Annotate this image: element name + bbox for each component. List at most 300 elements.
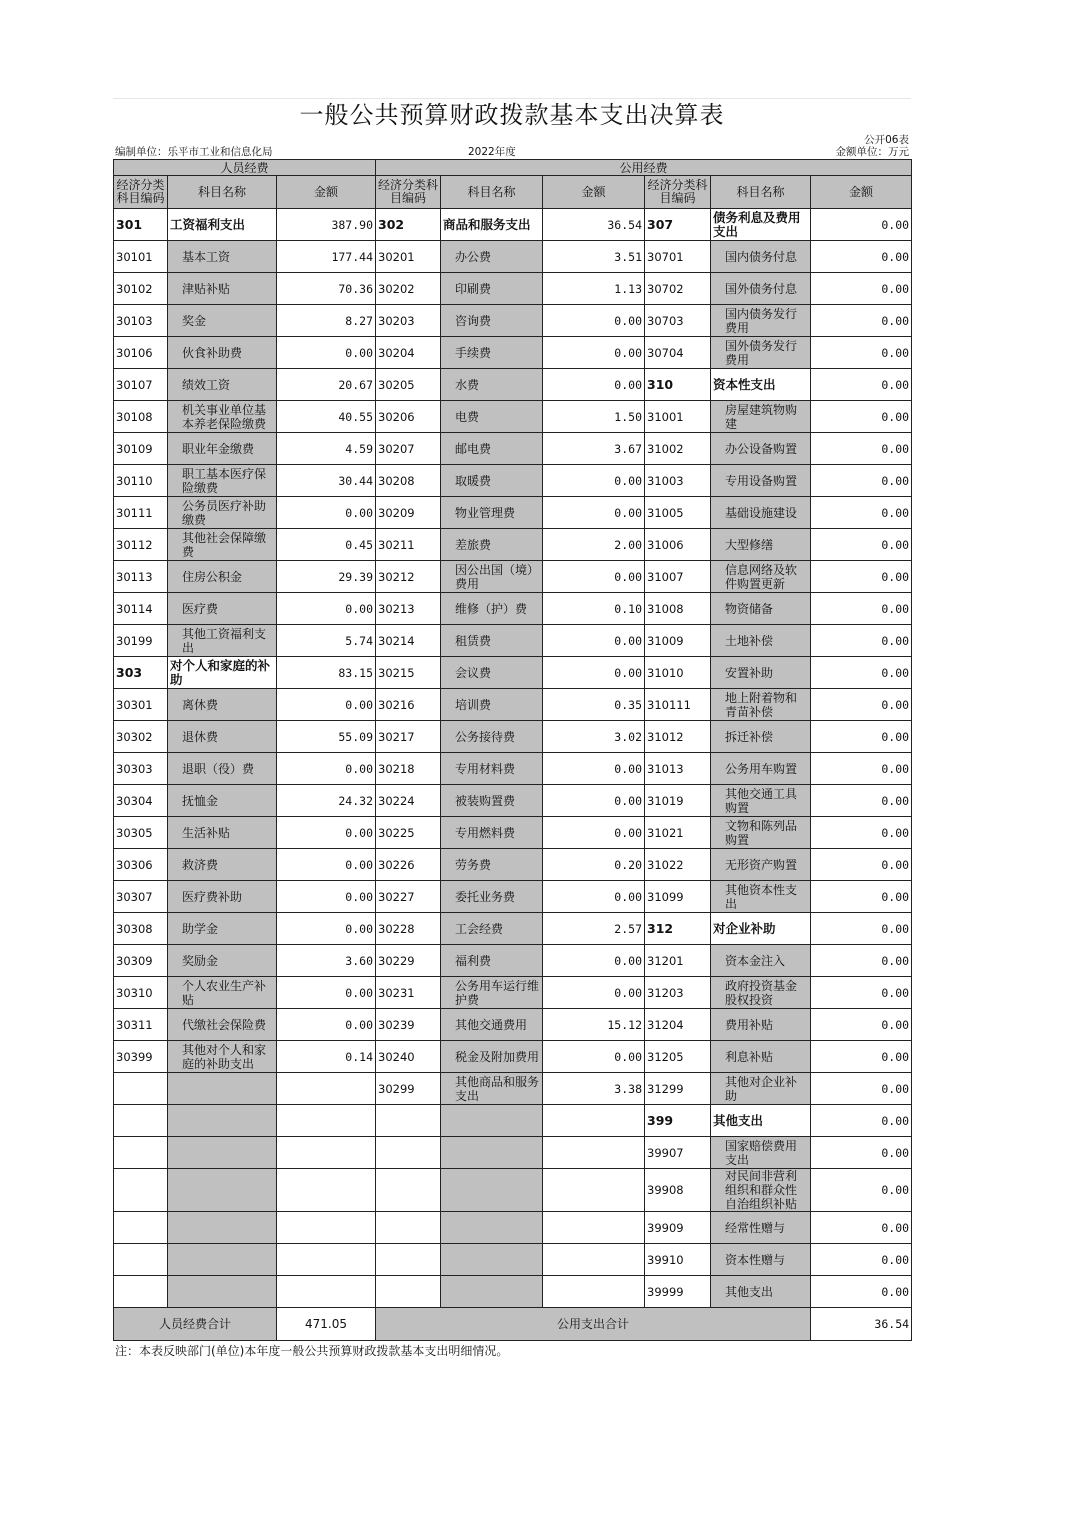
subject-name-cell: 安置补助 bbox=[711, 657, 811, 689]
subject-name-cell: 助学金 bbox=[168, 913, 277, 945]
amount-cell: 0.00 bbox=[811, 305, 912, 337]
subject-code-cell: 31007 bbox=[645, 561, 711, 593]
subject-name-cell: 基础设施建设 bbox=[711, 497, 811, 529]
table-row bbox=[114, 657, 912, 689]
subject-name-cell: 差旅费 bbox=[441, 529, 543, 561]
table-row bbox=[114, 1169, 912, 1212]
subject-code-cell: 30207 bbox=[376, 433, 441, 465]
subject-code-cell: 31019 bbox=[645, 785, 711, 817]
amount-cell: 0.00 bbox=[811, 497, 912, 529]
subject-code-cell: 31012 bbox=[645, 721, 711, 753]
amount-cell: 0.00 bbox=[811, 721, 912, 753]
subject-name-cell: 水费 bbox=[441, 369, 543, 401]
subject-name-cell: 债务利息及费用支出 bbox=[711, 209, 811, 241]
subject-code-cell: 30307 bbox=[114, 881, 168, 913]
subject-name-cell: 邮电费 bbox=[441, 433, 543, 465]
subject-code-cell: 30203 bbox=[376, 305, 441, 337]
amount-cell: 0.00 bbox=[543, 945, 645, 977]
subject-name-cell: 国家赔偿费用支出 bbox=[711, 1137, 811, 1169]
subject-name-cell bbox=[441, 1137, 543, 1169]
amount-cell: 1.50 bbox=[543, 401, 645, 433]
expenditure-table bbox=[113, 159, 912, 1341]
subject-code-cell: 30302 bbox=[114, 721, 168, 753]
header-amount: 金额 bbox=[811, 176, 912, 209]
amount-cell: 0.00 bbox=[811, 273, 912, 305]
amount-cell: 0.00 bbox=[811, 369, 912, 401]
subject-name-cell: 专用燃料费 bbox=[441, 817, 543, 849]
subject-code-cell: 39909 bbox=[645, 1212, 711, 1244]
subject-code-cell bbox=[114, 1212, 168, 1244]
subject-name-cell: 职业年金缴费 bbox=[168, 433, 277, 465]
subject-name-cell: 其他工资福利支出 bbox=[168, 625, 277, 657]
subject-code-cell: 31013 bbox=[645, 753, 711, 785]
public-total-label: 公用支出合计 bbox=[376, 1308, 811, 1341]
subject-code-cell: 30240 bbox=[376, 1041, 441, 1073]
personnel-total-label: 人员经费合计 bbox=[114, 1308, 277, 1341]
amount-cell: 15.12 bbox=[543, 1009, 645, 1041]
amount-cell: 0.00 bbox=[811, 625, 912, 657]
amount-cell bbox=[543, 1137, 645, 1169]
amount-cell: 0.00 bbox=[277, 337, 376, 369]
subject-code-cell: 30212 bbox=[376, 561, 441, 593]
subject-name-cell bbox=[168, 1244, 277, 1276]
subject-name-cell: 文物和陈列品购置 bbox=[711, 817, 811, 849]
group-public-header: 公用经费 bbox=[376, 160, 912, 176]
subject-code-cell: 310111 bbox=[645, 689, 711, 721]
subject-code-cell: 30306 bbox=[114, 849, 168, 881]
amount-cell: 0.00 bbox=[543, 657, 645, 689]
subject-code-cell bbox=[114, 1105, 168, 1137]
subject-name-cell: 个人农业生产补贴 bbox=[168, 977, 277, 1009]
subject-name-cell: 房屋建筑物购建 bbox=[711, 401, 811, 433]
amount-cell: 0.00 bbox=[811, 913, 912, 945]
subject-code-cell: 30309 bbox=[114, 945, 168, 977]
subject-code-cell: 30107 bbox=[114, 369, 168, 401]
amount-cell: 0.00 bbox=[543, 305, 645, 337]
amount-cell: 0.00 bbox=[543, 561, 645, 593]
table-row bbox=[114, 1073, 912, 1105]
subject-code-cell bbox=[114, 1137, 168, 1169]
subject-name-cell: 大型修缮 bbox=[711, 529, 811, 561]
subject-name-cell: 电费 bbox=[441, 401, 543, 433]
subject-code-cell: 31099 bbox=[645, 881, 711, 913]
subject-code-cell: 30109 bbox=[114, 433, 168, 465]
subject-code-cell: 30205 bbox=[376, 369, 441, 401]
subject-code-cell bbox=[114, 1276, 168, 1308]
subject-code-cell: 30305 bbox=[114, 817, 168, 849]
table-row bbox=[114, 433, 912, 465]
subject-code-cell: 30218 bbox=[376, 753, 441, 785]
subject-code-cell: 30702 bbox=[645, 273, 711, 305]
subject-code-cell: 30226 bbox=[376, 849, 441, 881]
amount-cell: 0.10 bbox=[543, 593, 645, 625]
amount-cell: 177.44 bbox=[277, 241, 376, 273]
subject-name-cell: 专用设备购置 bbox=[711, 465, 811, 497]
subject-name-cell: 对个人和家庭的补助 bbox=[168, 657, 277, 689]
amount-cell: 0.00 bbox=[811, 849, 912, 881]
amount-cell: 0.45 bbox=[277, 529, 376, 561]
subject-code-cell: 30399 bbox=[114, 1041, 168, 1073]
subject-name-cell: 商品和服务支出 bbox=[441, 209, 543, 241]
compiling-unit: 编制单位：乐平市工业和信息化局 bbox=[115, 146, 273, 158]
amount-cell: 0.00 bbox=[543, 369, 645, 401]
subject-code-cell bbox=[376, 1105, 441, 1137]
subject-name-cell: 奖励金 bbox=[168, 945, 277, 977]
subject-name-cell: 咨询费 bbox=[441, 305, 543, 337]
subject-code-cell: 30209 bbox=[376, 497, 441, 529]
subject-code-cell: 30311 bbox=[114, 1009, 168, 1041]
table-row bbox=[114, 689, 912, 721]
table-row bbox=[114, 337, 912, 369]
amount-cell: 3.02 bbox=[543, 721, 645, 753]
amount-cell bbox=[277, 1073, 376, 1105]
amount-cell: 0.00 bbox=[811, 1169, 912, 1212]
amount-cell: 0.00 bbox=[811, 465, 912, 497]
header-code: 经济分类科目编码 bbox=[114, 176, 168, 209]
subject-code-cell: 30111 bbox=[114, 497, 168, 529]
subject-code-cell: 31021 bbox=[645, 817, 711, 849]
subject-name-cell bbox=[168, 1137, 277, 1169]
subject-name-cell: 其他交通费用 bbox=[441, 1009, 543, 1041]
report-meta bbox=[113, 132, 911, 159]
subject-code-cell: 30703 bbox=[645, 305, 711, 337]
amount-cell: 0.00 bbox=[811, 1276, 912, 1308]
amount-cell bbox=[543, 1105, 645, 1137]
table-row bbox=[114, 977, 912, 1009]
subject-code-cell: 39910 bbox=[645, 1244, 711, 1276]
table-row bbox=[114, 593, 912, 625]
subject-code-cell: 312 bbox=[645, 913, 711, 945]
subject-name-cell: 国内债务发行费用 bbox=[711, 305, 811, 337]
subject-name-cell: 资本性支出 bbox=[711, 369, 811, 401]
amount-cell: 0.00 bbox=[543, 1041, 645, 1073]
subject-code-cell: 31201 bbox=[645, 945, 711, 977]
amount-cell bbox=[277, 1276, 376, 1308]
amount-cell: 0.00 bbox=[811, 977, 912, 1009]
table-row bbox=[114, 369, 912, 401]
subject-code-cell: 31008 bbox=[645, 593, 711, 625]
amount-cell: 0.20 bbox=[543, 849, 645, 881]
table-row bbox=[114, 1105, 912, 1137]
table-row bbox=[114, 1009, 912, 1041]
form-number: 公开06表 bbox=[864, 134, 909, 146]
subject-name-cell: 维修（护）费 bbox=[441, 593, 543, 625]
amount-cell bbox=[277, 1137, 376, 1169]
subject-name-cell: 手续费 bbox=[441, 337, 543, 369]
amount-cell: 0.00 bbox=[811, 1041, 912, 1073]
amount-cell bbox=[543, 1212, 645, 1244]
amount-cell: 0.00 bbox=[811, 337, 912, 369]
subject-code-cell: 31005 bbox=[645, 497, 711, 529]
subject-name-cell: 对企业补助 bbox=[711, 913, 811, 945]
subject-code-cell: 30202 bbox=[376, 273, 441, 305]
subject-code-cell: 30110 bbox=[114, 465, 168, 497]
subject-name-cell bbox=[168, 1169, 277, 1212]
amount-cell: 0.00 bbox=[811, 689, 912, 721]
report-sheet bbox=[113, 98, 911, 1361]
subject-code-cell: 301 bbox=[114, 209, 168, 241]
amount-cell: 0.00 bbox=[811, 945, 912, 977]
subject-name-cell: 会议费 bbox=[441, 657, 543, 689]
subject-name-cell: 生活补贴 bbox=[168, 817, 277, 849]
personnel-total-value: 471.05 bbox=[277, 1308, 376, 1341]
amount-cell bbox=[277, 1105, 376, 1137]
amount-unit: 金额单位：万元 bbox=[835, 146, 909, 158]
subject-code-cell: 30228 bbox=[376, 913, 441, 945]
subject-code-cell: 30701 bbox=[645, 241, 711, 273]
amount-cell: 30.44 bbox=[277, 465, 376, 497]
amount-cell: 70.36 bbox=[277, 273, 376, 305]
header-amount: 金额 bbox=[543, 176, 645, 209]
amount-cell: 0.00 bbox=[543, 817, 645, 849]
subject-name-cell: 机关事业单位基本养老保险缴费 bbox=[168, 401, 277, 433]
table-row bbox=[114, 1244, 912, 1276]
footnote: 注：本表反映部门(单位)本年度一般公共预算财政拨款基本支出明细情况。 bbox=[115, 1344, 509, 1358]
subject-code-cell: 30108 bbox=[114, 401, 168, 433]
subject-code-cell: 30106 bbox=[114, 337, 168, 369]
amount-cell: 0.00 bbox=[811, 817, 912, 849]
subject-code-cell: 31009 bbox=[645, 625, 711, 657]
subject-code-cell: 30227 bbox=[376, 881, 441, 913]
subject-name-cell: 国内债务付息 bbox=[711, 241, 811, 273]
subject-code-cell: 39999 bbox=[645, 1276, 711, 1308]
amount-cell: 0.00 bbox=[543, 337, 645, 369]
subject-name-cell: 资本性赠与 bbox=[711, 1244, 811, 1276]
subject-name-cell: 公务用车运行维护费 bbox=[441, 977, 543, 1009]
header-amount: 金额 bbox=[277, 176, 376, 209]
table-row bbox=[114, 817, 912, 849]
subject-name-cell: 办公设备购置 bbox=[711, 433, 811, 465]
amount-cell: 3.51 bbox=[543, 241, 645, 273]
amount-cell: 4.59 bbox=[277, 433, 376, 465]
subject-name-cell: 代缴社会保险费 bbox=[168, 1009, 277, 1041]
amount-cell: 0.00 bbox=[811, 785, 912, 817]
subject-name-cell bbox=[441, 1244, 543, 1276]
amount-cell: 1.13 bbox=[543, 273, 645, 305]
subject-name-cell: 奖金 bbox=[168, 305, 277, 337]
amount-cell: 0.00 bbox=[811, 1105, 912, 1137]
amount-cell: 0.00 bbox=[811, 241, 912, 273]
subject-code-cell: 30102 bbox=[114, 273, 168, 305]
subject-name-cell: 基本工资 bbox=[168, 241, 277, 273]
subject-name-cell: 无形资产购置 bbox=[711, 849, 811, 881]
subject-code-cell: 302 bbox=[376, 209, 441, 241]
subject-code-cell: 31003 bbox=[645, 465, 711, 497]
amount-cell: 0.00 bbox=[277, 817, 376, 849]
table-row bbox=[114, 209, 912, 241]
subject-name-cell: 其他交通工具购置 bbox=[711, 785, 811, 817]
subject-name-cell: 津贴补贴 bbox=[168, 273, 277, 305]
amount-cell: 8.27 bbox=[277, 305, 376, 337]
amount-cell: 0.00 bbox=[277, 913, 376, 945]
table-row bbox=[114, 241, 912, 273]
subject-name-cell: 公务接待费 bbox=[441, 721, 543, 753]
subject-code-cell: 30231 bbox=[376, 977, 441, 1009]
subject-name-cell: 抚恤金 bbox=[168, 785, 277, 817]
subject-code-cell: 30310 bbox=[114, 977, 168, 1009]
amount-cell: 0.00 bbox=[543, 497, 645, 529]
table-row bbox=[114, 401, 912, 433]
table-row bbox=[114, 497, 912, 529]
subject-name-cell: 伙食补助费 bbox=[168, 337, 277, 369]
table-row bbox=[114, 1212, 912, 1244]
subject-name-cell: 印刷费 bbox=[441, 273, 543, 305]
amount-cell: 36.54 bbox=[543, 209, 645, 241]
header-name: 科目名称 bbox=[441, 176, 543, 209]
subject-name-cell: 租赁费 bbox=[441, 625, 543, 657]
subject-code-cell bbox=[376, 1169, 441, 1212]
subject-name-cell: 地上附着物和青苗补偿 bbox=[711, 689, 811, 721]
amount-cell: 0.00 bbox=[543, 465, 645, 497]
subject-name-cell: 政府投资基金股权投资 bbox=[711, 977, 811, 1009]
amount-cell: 0.00 bbox=[277, 849, 376, 881]
subject-code-cell: 30208 bbox=[376, 465, 441, 497]
subject-name-cell: 绩效工资 bbox=[168, 369, 277, 401]
subject-name-cell: 税金及附加费用 bbox=[441, 1041, 543, 1073]
subject-code-cell: 30224 bbox=[376, 785, 441, 817]
subject-code-cell: 30217 bbox=[376, 721, 441, 753]
amount-cell: 2.57 bbox=[543, 913, 645, 945]
subject-name-cell: 因公出国（境）费用 bbox=[441, 561, 543, 593]
subject-code-cell: 31001 bbox=[645, 401, 711, 433]
subject-code-cell: 30213 bbox=[376, 593, 441, 625]
subject-name-cell: 取暖费 bbox=[441, 465, 543, 497]
header-name: 科目名称 bbox=[168, 176, 277, 209]
amount-cell: 3.67 bbox=[543, 433, 645, 465]
header-code: 经济分类科目编码 bbox=[376, 176, 441, 209]
public-total-value: 36.54 bbox=[811, 1308, 912, 1341]
subject-name-cell: 对民间非营利组织和群众性自治组织补贴 bbox=[711, 1169, 811, 1212]
amount-cell: 0.00 bbox=[811, 1137, 912, 1169]
subject-code-cell: 31022 bbox=[645, 849, 711, 881]
subject-code-cell: 39907 bbox=[645, 1137, 711, 1169]
subject-code-cell: 30303 bbox=[114, 753, 168, 785]
subject-name-cell bbox=[441, 1169, 543, 1212]
amount-cell: 0.00 bbox=[811, 1212, 912, 1244]
subject-name-cell: 退职（役）费 bbox=[168, 753, 277, 785]
amount-cell bbox=[277, 1212, 376, 1244]
amount-cell bbox=[543, 1276, 645, 1308]
subject-code-cell: 30112 bbox=[114, 529, 168, 561]
subject-name-cell bbox=[168, 1105, 277, 1137]
subject-code-cell: 30204 bbox=[376, 337, 441, 369]
amount-cell: 0.00 bbox=[277, 689, 376, 721]
amount-cell: 0.00 bbox=[811, 529, 912, 561]
subject-code-cell: 30704 bbox=[645, 337, 711, 369]
subject-code-cell: 30308 bbox=[114, 913, 168, 945]
subject-code-cell bbox=[376, 1244, 441, 1276]
subject-name-cell: 住房公积金 bbox=[168, 561, 277, 593]
subject-code-cell: 30199 bbox=[114, 625, 168, 657]
subject-code-cell: 399 bbox=[645, 1105, 711, 1137]
subject-code-cell: 30239 bbox=[376, 1009, 441, 1041]
table-row bbox=[114, 305, 912, 337]
subject-name-cell: 离休费 bbox=[168, 689, 277, 721]
amount-cell: 0.00 bbox=[811, 881, 912, 913]
subject-code-cell: 31010 bbox=[645, 657, 711, 689]
amount-cell: 0.00 bbox=[811, 433, 912, 465]
subject-name-cell: 拆迁补偿 bbox=[711, 721, 811, 753]
subject-code-cell: 307 bbox=[645, 209, 711, 241]
subject-name-cell: 委托业务费 bbox=[441, 881, 543, 913]
subject-code-cell bbox=[114, 1169, 168, 1212]
amount-cell: 0.00 bbox=[543, 977, 645, 1009]
table-row bbox=[114, 881, 912, 913]
subject-code-cell: 31203 bbox=[645, 977, 711, 1009]
subject-name-cell: 医疗费补助 bbox=[168, 881, 277, 913]
subject-code-cell bbox=[376, 1276, 441, 1308]
group-personnel-header: 人员经费 bbox=[114, 160, 376, 176]
table-row bbox=[114, 785, 912, 817]
subject-name-cell: 办公费 bbox=[441, 241, 543, 273]
subject-name-cell: 土地补偿 bbox=[711, 625, 811, 657]
subject-name-cell: 劳务费 bbox=[441, 849, 543, 881]
subject-name-cell: 工资福利支出 bbox=[168, 209, 277, 241]
amount-cell: 20.67 bbox=[277, 369, 376, 401]
subject-name-cell bbox=[168, 1073, 277, 1105]
amount-cell: 0.14 bbox=[277, 1041, 376, 1073]
header-name: 科目名称 bbox=[711, 176, 811, 209]
subject-name-cell: 救济费 bbox=[168, 849, 277, 881]
subject-name-cell bbox=[441, 1105, 543, 1137]
subject-name-cell: 物资储备 bbox=[711, 593, 811, 625]
subject-code-cell: 30304 bbox=[114, 785, 168, 817]
amount-cell: 0.00 bbox=[277, 977, 376, 1009]
amount-cell: 40.55 bbox=[277, 401, 376, 433]
amount-cell: 387.90 bbox=[277, 209, 376, 241]
subject-name-cell: 经常性赠与 bbox=[711, 1212, 811, 1244]
amount-cell: 3.60 bbox=[277, 945, 376, 977]
amount-cell: 0.00 bbox=[811, 1009, 912, 1041]
subject-name-cell: 其他支出 bbox=[711, 1276, 811, 1308]
subject-code-cell: 30103 bbox=[114, 305, 168, 337]
table-row bbox=[114, 465, 912, 497]
subject-name-cell: 其他支出 bbox=[711, 1105, 811, 1137]
subject-code-cell bbox=[114, 1073, 168, 1105]
amount-cell bbox=[543, 1169, 645, 1212]
subject-name-cell: 其他商品和服务支出 bbox=[441, 1073, 543, 1105]
amount-cell: 0.00 bbox=[811, 561, 912, 593]
amount-cell: 0.00 bbox=[543, 785, 645, 817]
subject-name-cell bbox=[168, 1276, 277, 1308]
amount-cell: 0.00 bbox=[277, 593, 376, 625]
amount-cell: 0.00 bbox=[277, 753, 376, 785]
subject-name-cell: 费用补贴 bbox=[711, 1009, 811, 1041]
table-row bbox=[114, 913, 912, 945]
subject-name-cell: 工会经费 bbox=[441, 913, 543, 945]
subject-name-cell bbox=[168, 1212, 277, 1244]
subject-code-cell: 30114 bbox=[114, 593, 168, 625]
subject-name-cell bbox=[441, 1212, 543, 1244]
table-row bbox=[114, 1041, 912, 1073]
amount-cell: 0.00 bbox=[277, 1009, 376, 1041]
amount-cell bbox=[543, 1244, 645, 1276]
amount-cell: 0.00 bbox=[277, 881, 376, 913]
amount-cell: 0.00 bbox=[811, 401, 912, 433]
subject-code-cell: 30215 bbox=[376, 657, 441, 689]
subject-name-cell: 其他社会保障缴费 bbox=[168, 529, 277, 561]
amount-cell: 83.15 bbox=[277, 657, 376, 689]
subject-name-cell: 退休费 bbox=[168, 721, 277, 753]
subject-code-cell: 31006 bbox=[645, 529, 711, 561]
table-row bbox=[114, 529, 912, 561]
table-row bbox=[114, 945, 912, 977]
subject-name-cell: 利息补贴 bbox=[711, 1041, 811, 1073]
amount-cell: 0.00 bbox=[543, 753, 645, 785]
report-title: 一般公共预算财政拨款基本支出决算表 bbox=[113, 98, 911, 132]
subject-name-cell: 国外债务付息 bbox=[711, 273, 811, 305]
subject-name-cell: 公务员医疗补助缴费 bbox=[168, 497, 277, 529]
